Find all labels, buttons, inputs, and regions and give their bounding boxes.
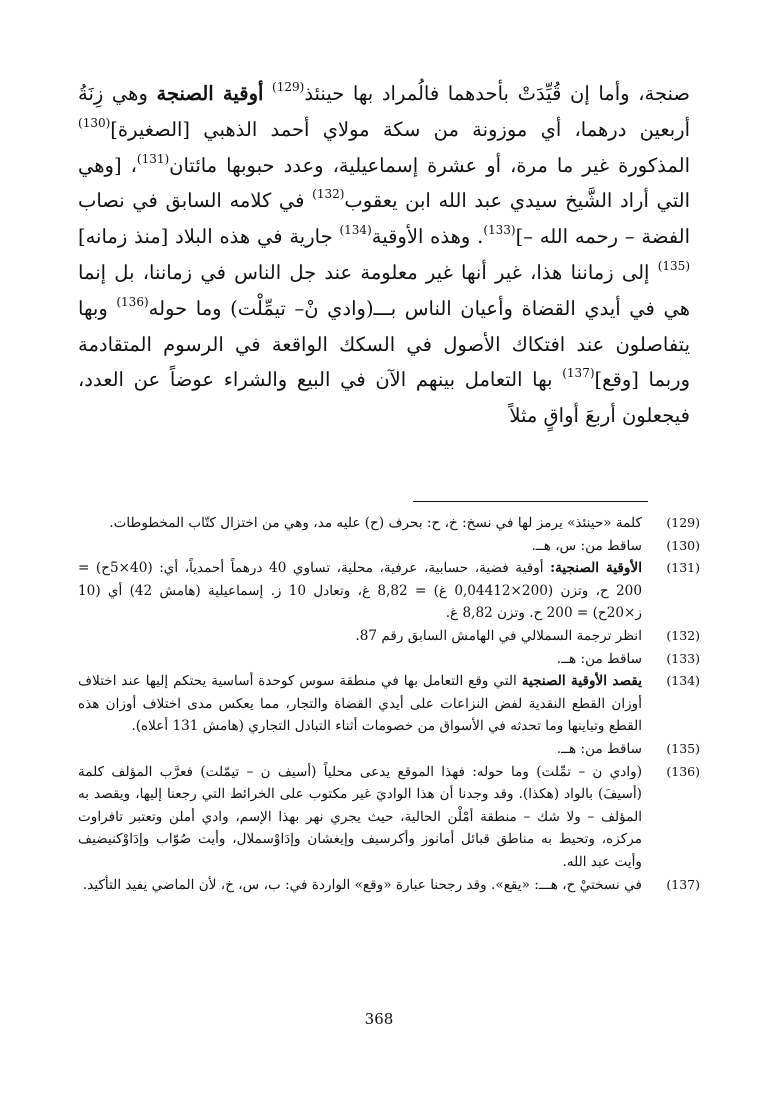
footnote-number: (137) bbox=[666, 876, 700, 892]
text-run: المذكورة غير ما مرة، أو عشرة إسماعيلية، وعدد حبوبها مائتان bbox=[169, 153, 690, 177]
footnote-number: (133) bbox=[666, 650, 700, 666]
footnote-ref: (136) bbox=[116, 294, 149, 309]
text-run: ساقط من: هــ. bbox=[556, 650, 642, 667]
footnote-ref: (134) bbox=[339, 223, 372, 238]
footnote-text bbox=[78, 738, 642, 761]
text-run: في كلامه السابق في نصاب الفضة – رحمه الله –] bbox=[78, 189, 690, 249]
footnote-number: (130) bbox=[666, 537, 700, 553]
text-run: كلمة «حينئذ» يرمز لها في نسخ: خ، ح: بحرف (ح) عليه مد، وهي من اختزال كتّاب المخطوطات. bbox=[109, 515, 642, 531]
footnote bbox=[78, 761, 700, 874]
text-run: . وهذه الأوقية bbox=[371, 225, 484, 249]
text-run: في نسختيْ ح، هـــ: «يقع». وقد رجحنا عبارة «وقع» الواردة في: ب، س، خ، لأن الماضي يفيد التأكيد. bbox=[82, 876, 642, 893]
page-number: 368 bbox=[364, 1010, 394, 1028]
footnote-ref: (130) bbox=[78, 115, 111, 130]
footnote bbox=[78, 557, 700, 625]
footnote-ref: (133) bbox=[483, 223, 516, 238]
footnote-text bbox=[78, 535, 642, 558]
footnote-ref: (129) bbox=[272, 80, 305, 94]
footnote-ref: (132) bbox=[312, 187, 345, 202]
text-run: ، [وهي التي أراد الشَّيخ سيدي عبد الله ابن يعقوب bbox=[78, 153, 690, 213]
text-run: وبها يتفاصلون عند افتكاك الأصول في السكك الواقعة في الرسوم المتقادمة وربما [وقع] bbox=[78, 296, 691, 392]
main-text bbox=[78, 76, 690, 434]
footnote bbox=[78, 738, 700, 761]
footnote-number: (131) bbox=[666, 560, 700, 576]
text-run: صنجة، وأما إن قُيِّدَتْ بأحدهما فالُمراد بها حينئذ bbox=[304, 82, 690, 105]
footnote-text bbox=[78, 648, 642, 671]
footnote bbox=[78, 874, 700, 897]
footnote-ref: (131) bbox=[136, 151, 170, 166]
footnote-number: (132) bbox=[666, 627, 700, 643]
footnote-number: (129) bbox=[666, 515, 700, 530]
footnote-text bbox=[78, 761, 642, 874]
bold-term: أوقية الصنجة bbox=[156, 82, 264, 105]
text-run: جارية في هذه البلاد [منذ زمانه] bbox=[78, 225, 340, 249]
footnote bbox=[78, 625, 700, 648]
footnote-separator bbox=[413, 501, 648, 502]
footnote bbox=[78, 512, 700, 535]
footnote-ref: (135) bbox=[657, 258, 690, 273]
text-run: أوقية فضية، حسابية، عرفية، محلية، تساوي 40 درهماً أحمدياً، أي: (40×5ح) = 200 ح، وتزن (200×0,04412 غ) = 8,82 غ، وتعادل 10 ز. إسماعيلية (هامش 42) أي (10 ز×20ح) = 200 ح. وتزن 8,82 غ. bbox=[78, 560, 642, 622]
footnote-number: (134) bbox=[666, 673, 700, 689]
bold-term: يقصد الأوقية الصنجية bbox=[521, 673, 642, 690]
footnote-text bbox=[78, 670, 642, 738]
footnote-text bbox=[78, 874, 642, 897]
footnotes bbox=[78, 512, 700, 896]
text-run bbox=[263, 82, 272, 105]
footnote bbox=[78, 535, 700, 558]
footnote-text bbox=[78, 512, 642, 535]
text-run: (وادي ن – تمِّلت) وما حوله: فهذا الموقع يدعى محلياً (أسيف ن – تيمّلت) فعرَّب المؤلف كلمة (أسيفَ) بالواد (هكذا). وقد وجدنا أن هذا الواديَ غير مكتوب على الخرائط التي رجعنا إليها، ويقصد به المؤلف – ولا شك – منطقة أمْلْن الحالية، حيث يجري نهر بهذا الإسم، وادي أملن وتعتبر تافراوت مركزه، وتحيط به مناطق قبائل أمانوز وأكرسيف وإيغشان وإدَاوْسملال، وأيت صُوّاب وإدَاوْكنيضيف وأيت عبد الله. bbox=[78, 763, 642, 870]
text-run: ساقط من: هــ. bbox=[556, 740, 642, 757]
text-run: وهي زِنَةُ أربعين درهما، أي موزونة من سكة مولاي أحمد الذهبي [الصغيرة] bbox=[78, 82, 690, 141]
footnote bbox=[78, 648, 700, 671]
text-run: ساقط من: س، هــ. bbox=[531, 537, 642, 554]
text-run: بها التعامل بينهم الآن في البيع والشراء عوضاً عن العدد، فيجعلون أربعَ أواقٍ مثلاً bbox=[78, 368, 690, 428]
text-run: انظر ترجمة السملالي في الهامش السابق رقم 87. bbox=[355, 627, 642, 644]
footnote-number: (135) bbox=[666, 740, 700, 756]
footnote-text bbox=[78, 557, 642, 625]
footnote bbox=[78, 670, 700, 738]
footnote-number: (136) bbox=[666, 763, 700, 779]
footnote-text bbox=[78, 625, 642, 648]
body-paragraph bbox=[78, 76, 690, 434]
text-run: التي وقع التعامل بها في منطقة سوس كوحدة أساسية يحتكم إليها عند اختلاف أوزان القطع النقدية لفض النزاعات على أيدي القضاة والتجار، مما يعكس مدى اختلاف أوزان هذه القطع وتباينها وما تحدثه في الأسواق من خصومات أثناء التبادل التجاري (هامش 131 أعلاه). bbox=[78, 673, 642, 735]
bold-term: الأوقية الصنجية: bbox=[550, 560, 642, 577]
footnote-ref: (137) bbox=[562, 366, 595, 381]
text-run: إلى زماننا هذا، غير أنها غير معلومة عند جل الناس في زماننا، بل إنما هي في أيدي القضاة وأعيان الناس بـــ(وادي نْ– تيمِّلْت) وما حوله bbox=[78, 260, 690, 320]
